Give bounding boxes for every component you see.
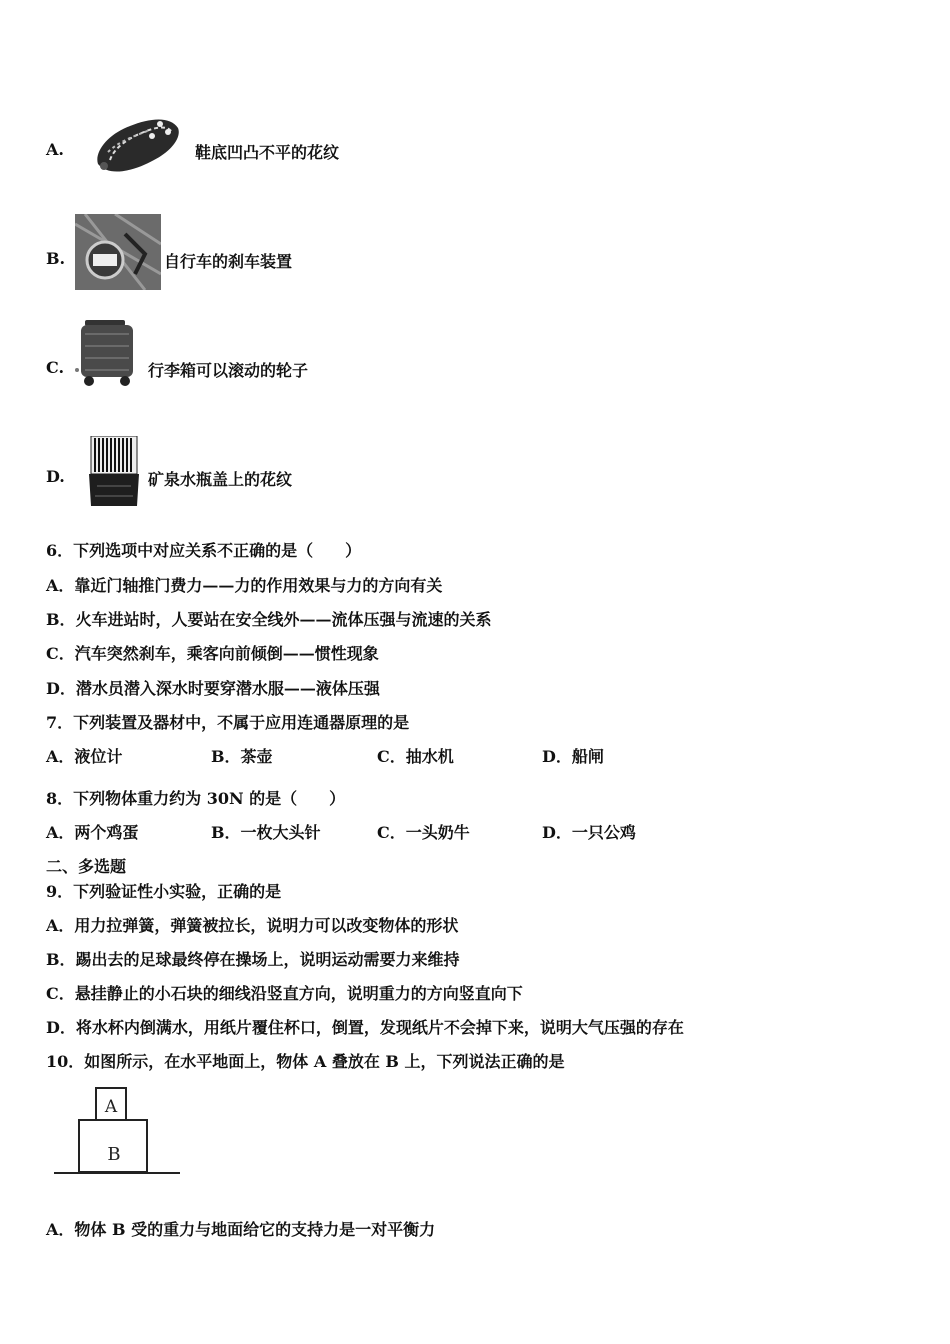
q6-option-c: C．汽车突然刹车，乘客向前倾倒——惯性现象: [46, 644, 379, 663]
section-heading: 二、多选题: [46, 857, 127, 876]
q10-option-a: A．物体 B 受的重力与地面给它的支持力是一对平衡力: [46, 1220, 436, 1239]
q10-stem: 10．如图所示，在水平地面上，物体 A 叠放在 B 上，下列说法正确的是: [46, 1052, 565, 1071]
q6-option-a: A．靠近门轴推门费力——力的作用效果与力的方向有关: [46, 576, 443, 595]
q5-option-b-label: B.: [46, 249, 66, 268]
q5-option-d-text: 矿泉水瓶盖上的花纹: [148, 470, 293, 489]
block-b-label: B: [107, 1144, 121, 1165]
q9-stem: 9．下列验证性小实验，正确的是: [46, 882, 282, 901]
q6-stem: 6．下列选项中对应关系不正确的是（ ）: [46, 541, 362, 560]
q9-option-d: D．将水杯内倒满水，用纸片覆住杯口，倒置，发现纸片不会掉下来，说明大气压强的存在: [46, 1018, 684, 1037]
q8-option-a: A．两个鸡蛋: [46, 823, 139, 842]
q5-option-d-label: D.: [46, 467, 65, 486]
q5-option-c-text: 行李箱可以滚动的轮子: [148, 361, 309, 380]
q5-option-c-label: C.: [46, 358, 65, 377]
bicycle-brake-image: [75, 214, 161, 290]
q6-option-b: B．火车进站时，人要站在安全线外——流体压强与流速的关系: [46, 610, 492, 629]
q7-option-b: B．茶壶: [211, 747, 273, 766]
q9-option-c: C．悬挂静止的小石块的细线沿竖直方向，说明重力的方向竖直向下: [46, 984, 523, 1003]
q7-option-d: D．船闸: [542, 747, 604, 766]
bottle-cap-image: [87, 436, 141, 506]
luggage-case-image: [75, 320, 139, 388]
q7-option-a: A．液位计: [46, 747, 123, 766]
q8-option-d: D．一只公鸡: [542, 823, 636, 842]
q5-option-a-label: A.: [46, 140, 64, 159]
q6-option-d: D．潜水员潜入深水时要穿潜水服——液体压强: [46, 679, 380, 698]
stacked-blocks-figure: [52, 1082, 182, 1182]
q9-option-b: B．踢出去的足球最终停在操场上，说明运动需要力来维持: [46, 950, 460, 969]
q5-option-a-text: 鞋底凹凸不平的花纹: [195, 143, 340, 162]
q7-option-c: C．抽水机: [377, 747, 454, 766]
q9-option-a: A．用力拉弹簧，弹簧被拉长，说明力可以改变物体的形状: [46, 916, 459, 935]
q7-stem: 7．下列装置及器材中，不属于应用连通器原理的是: [46, 713, 410, 732]
q8-option-b: B．一枚大头针: [211, 823, 321, 842]
q5-option-b-text: 自行车的刹车装置: [164, 252, 293, 271]
q8-option-c: C．一头奶牛: [377, 823, 470, 842]
shoe-sole-image: [90, 112, 182, 182]
q8-stem: 8．下列物体重力约为 30N 的是（ ）: [46, 789, 346, 808]
block-a-label: A: [104, 1097, 118, 1117]
